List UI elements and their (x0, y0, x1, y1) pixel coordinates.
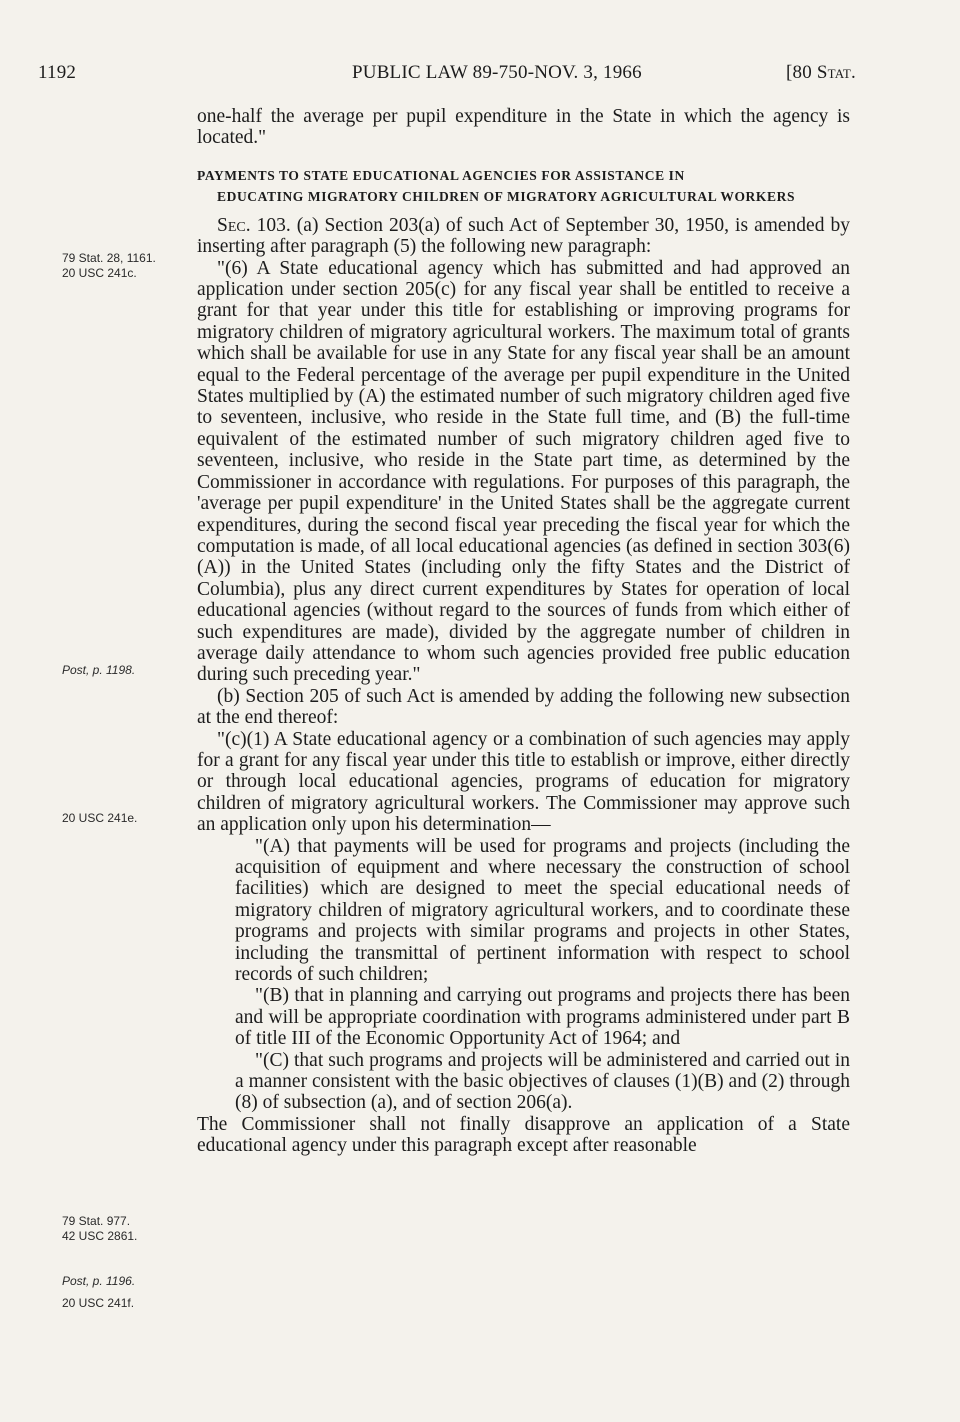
section-heading-line: EDUCATING MIGRATORY CHILDREN OF MIGRATORY AGRICULTURAL WORKERS (217, 188, 796, 204)
section-text: (a) Section 203(a) of such Act of September 30, 1950, is amended by inserting after paragraph (5) the following new paragraph: (197, 214, 850, 258)
margin-note-line: Post, p. 1198. (62, 663, 136, 677)
section-label: Sec. 103. (217, 214, 291, 236)
margin-note-sec-103 (62, 251, 156, 281)
section-103-paragraph (197, 215, 850, 258)
paragraph-6: "(6) A State educational agency which has submitted and had approved an application under section 205(c) for any fiscal year shall be entitled to receive a grant for that year under this title for establishing or improving programs for migratory children of migratory agricultural workers. The maximum total of grants which shall be available for use in any State for any fiscal year shall be an amount equal to the Federal percentage of the average per pupil expenditure in the United States multiplied by (A) the estimated number of such migratory children aged five to seventeen, inclusive, who reside in the State full time, and (B) the full-time equivalent of the estimated number of such migratory children aged five to seventeen, inclusive, who reside in the State part time, as determined by the Commissioner in accordance with regulations. For purposes of this paragraph, the 'average per pupil expenditure' in the United States shall be the aggregate current expenditures, during the second fiscal year preceding the fiscal year for which the computation is made, of all local educational agencies (as defined in section 303(6)(A)) in the United States (including only the fifty States and the District of Columbia), plus any direct current expenditures by States for operation of local educational agencies (without regard to the sources of funds from which either of such expenditures are made), divided by the aggregate number of children in average daily attendance to whom such agencies provided free public education during such preceding year." (197, 257, 850, 686)
clause-A: "(A) that payments will be used for programs and projects (including the acquisition of equipment and where necessary the construction of school facilities) which are designed to meet the special educational needs of migratory children of migratory agricultural workers, and to coordinate these programs and projects with similar programs and projects in other States, including the transmittal of pertinent information with respect to school records of such children; (235, 835, 850, 986)
margin-note-line: Post, p. 1196. (62, 1274, 136, 1288)
section-heading-line: PAYMENTS TO STATE EDUCATIONAL AGENCIES FOR ASSISTANCE IN (197, 167, 685, 183)
main-text-column (197, 106, 850, 1157)
margin-note-post-1198 (62, 663, 135, 678)
margin-note-line: 79 Stat. 28, 1161. (62, 251, 156, 265)
statute-reference-word: Stat. (816, 62, 856, 83)
margin-note-eoa (62, 1214, 137, 1244)
running-header-title: PUBLIC LAW 89-750-NOV. 3, 1966 (352, 62, 642, 83)
margin-note-line: 20 USC 241f. (62, 1296, 135, 1310)
clause-C: "(C) that such programs and projects will be administered and carried out in a manner consistent with the basic objectives of clauses (1)(B) and (2) through (8) of subsection (a), and of section 206(a). (235, 1049, 850, 1114)
statute-reference (786, 62, 856, 84)
continued-paragraph: one-half the average per pupil expenditure in the State in which the agency is located." (197, 106, 850, 149)
paragraph-c1: "(c)(1) A State educational agency or a combination of such agencies may apply for a grant for any fiscal year under this title to establish or improve, either directly or through local educational agencies, programs of education for migratory children of migratory agricultural workers. The Commissioner may approve such an application only upon his determination— (197, 728, 850, 836)
closing-paragraph: The Commissioner shall not finally disapprove an application of a State educational agency under this paragraph except after reasonable (197, 1113, 850, 1157)
margin-note-241f (62, 1296, 134, 1311)
clause-B: "(B) that in planning and carrying out programs and projects there has been and will be appropriate coordination with programs administered under part B of title III of the Economic Opportunity Act of 1964; and (235, 985, 850, 1050)
page-number: 1192 (38, 62, 77, 83)
margin-note-line: 42 USC 2861. (62, 1229, 138, 1243)
margin-note-line: 79 Stat. 977. (62, 1214, 131, 1228)
margin-note-post-1196 (62, 1274, 135, 1289)
margin-note-line: 20 USC 241c. (62, 266, 137, 280)
margin-note-241e (62, 811, 137, 826)
section-heading (197, 165, 850, 207)
margin-note-line: 20 USC 241e. (62, 811, 138, 825)
statute-reference-prefix: [80 (786, 62, 817, 83)
paragraph-b: (b) Section 205 of such Act is amended by adding the following new subsection at the end thereof: (197, 685, 850, 729)
